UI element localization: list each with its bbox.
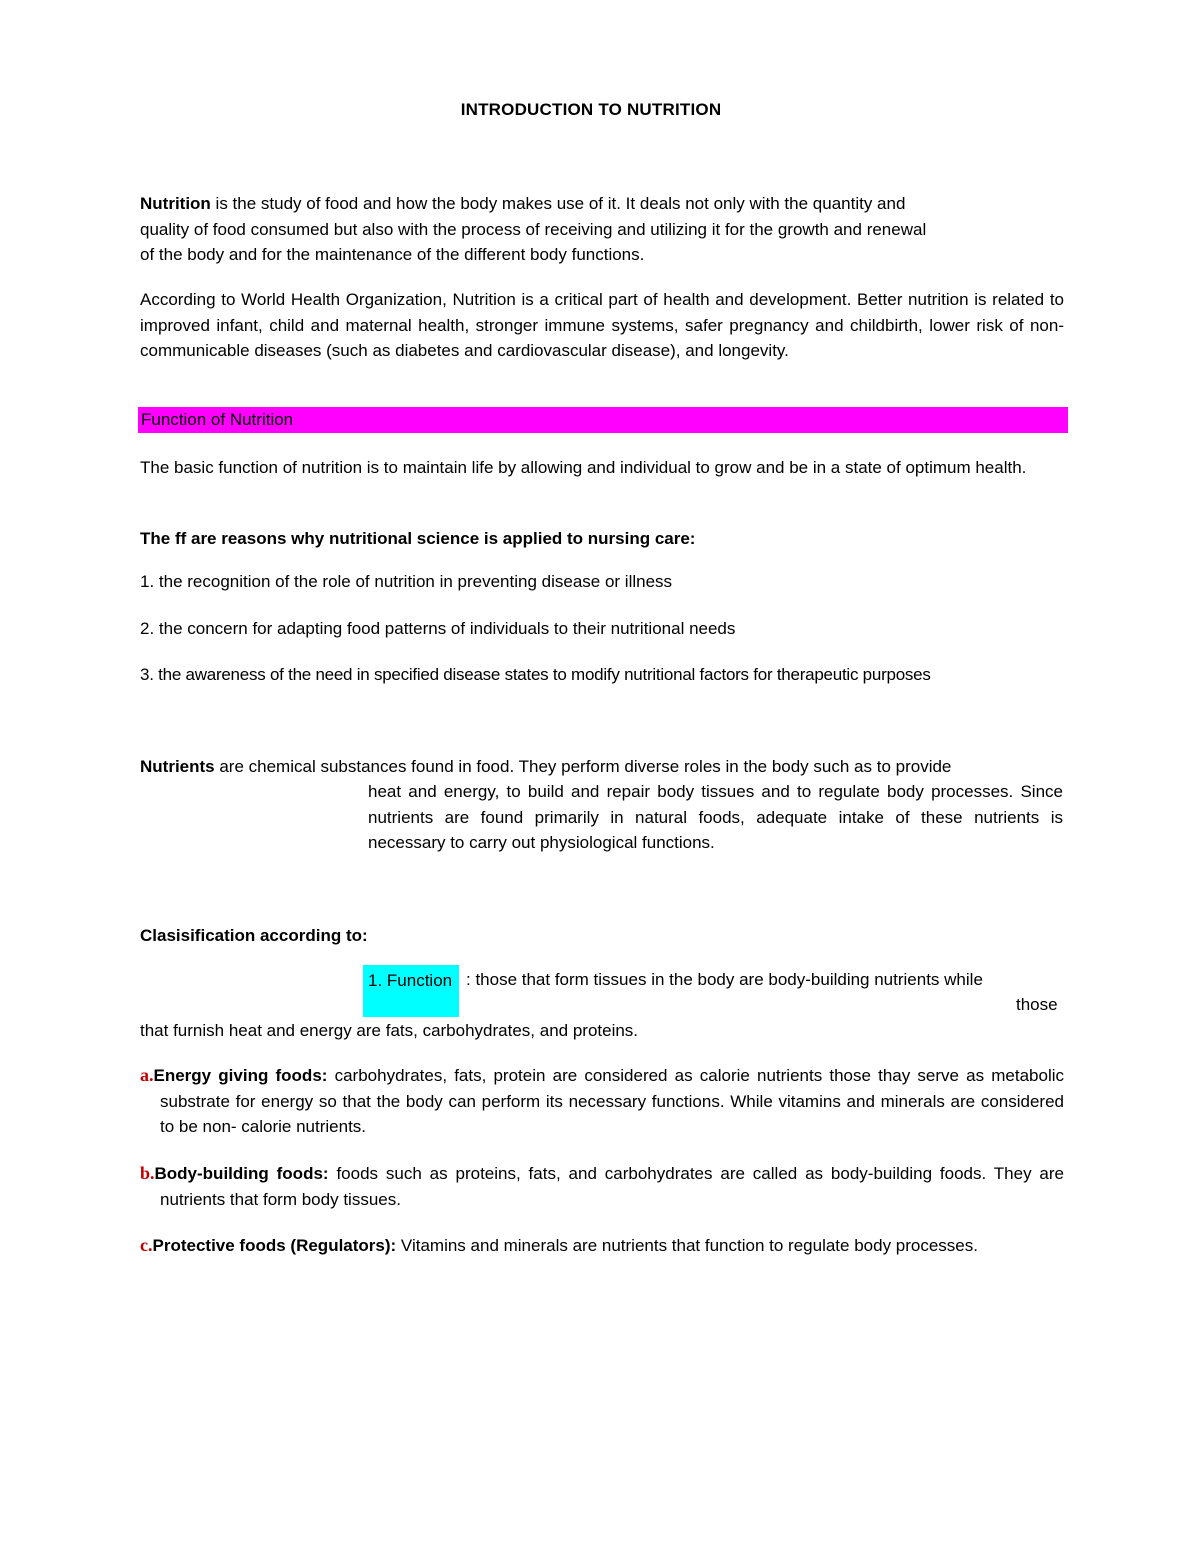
list-letter: a. xyxy=(140,1065,154,1085)
classification-heading: Clasisification according to: xyxy=(140,926,368,945)
classification-text-3: that furnish heat and energy are fats, carbohydrates, and proteins. xyxy=(140,1021,639,1040)
nutrients-term: Nutrients xyxy=(140,757,215,776)
nutrition-definition-paragraph xyxy=(140,191,1064,268)
reasons-heading: The ff are reasons why nutritional science is applied to nursing care: xyxy=(140,529,696,548)
classification-text-1: : those that form tissues in the body are body-building nutrients while xyxy=(466,970,983,989)
list-letter: c. xyxy=(140,1235,153,1255)
list-letter: b. xyxy=(140,1163,155,1183)
classification-text-2: those xyxy=(1016,995,1058,1014)
who-paragraph: According to World Health Organization, Nutrition is a critical part of health and development. Better nutrition is related to improved infant, child and maternal health, stronger immune systems, safer pregnancy and childbirth, lower risk of non-communicable diseases (such as diabetes and cardiovascular disease), and longevity. xyxy=(140,290,1064,360)
list-item-energy-foods xyxy=(140,1063,1064,1140)
nutrients-line-1 xyxy=(140,754,1070,780)
list-text: foods such as proteins, fats, and carbohydrates are called as body-building foods. They are nutrients that form body tissues. xyxy=(160,1164,1065,1209)
definition-line-3: of the body and for the maintenance of the different body functions. xyxy=(140,245,645,264)
reason-item-3: 3. the awareness of the need in specified disease states to modify nutritional factors for therapeutic purposes xyxy=(140,665,931,684)
list-term: Protective foods (Regulators): xyxy=(152,1236,397,1255)
definition-line-2: quality of food consumed but also with the process of receiving and utilizing it for the growth and renewal xyxy=(140,219,927,239)
list-text: Vitamins and minerals are nutrients that function to regulate body processes. xyxy=(396,1236,978,1255)
definition-line-1 xyxy=(140,191,1064,217)
function-label: 1. Function xyxy=(368,971,453,990)
reason-item-2: 2. the concern for adapting food patterns of individuals to their nutritional needs xyxy=(140,619,736,638)
list-text: carbohydrates, fats, protein are considered as calorie nutrients those thay serve as metabolic substrate for energy so that the body can perform its necessary functions. While vitamins and minerals are considered to be non- calorie nutrients. xyxy=(160,1066,1064,1136)
list-term: Energy giving foods: xyxy=(153,1066,328,1085)
reason-item-1: 1. the recognition of the role of nutrition in preventing disease or illness xyxy=(140,572,673,591)
nutrients-text-1: are chemical substances found in food. They perform diverse roles in the body such as to provide xyxy=(214,757,952,776)
definition-text-1: is the study of food and how the body makes use of it. It deals not only with the quantity and xyxy=(210,194,906,213)
function-paragraph: The basic function of nutrition is to maintain life by allowing and individual to grow and be in a state of optimum health. xyxy=(140,458,1027,477)
list-item-body-building-foods xyxy=(140,1161,1064,1212)
nutrition-term: Nutrition xyxy=(140,194,211,213)
document-title: INTRODUCTION TO NUTRITION xyxy=(460,100,722,119)
nutrients-paragraph-rest: heat and energy, to build and repair body tissues and to regulate body processes. Since nutrients are found primarily in natural foods, adequate intake of these nutrients is necessary to carry out physiological functions. xyxy=(368,782,1063,852)
list-term: Body-building foods: xyxy=(154,1164,329,1183)
section-heading: Function of Nutrition xyxy=(141,410,294,429)
list-item-protective-foods xyxy=(140,1233,1064,1259)
